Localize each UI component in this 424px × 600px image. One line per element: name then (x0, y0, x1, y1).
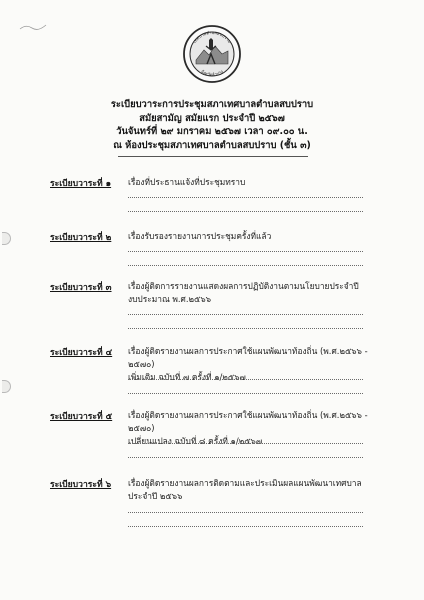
header-line-4: ณ ห้องประชุมสภาเทศบาลตำบลสบปราบ (ชั้น ๓) (113, 139, 311, 151)
agenda-label: ระเบียบวาระที่ ๖ (50, 480, 112, 490)
header-divider (118, 156, 308, 157)
seal-bottom-text: จังหวัดลำปาง (200, 68, 224, 78)
fill-line (128, 393, 363, 394)
agenda-title (128, 280, 368, 306)
punch-hole (2, 380, 11, 393)
fill-line (128, 211, 363, 212)
agenda-title-line: เรื่องผู้ติดการรายงานแสดงผลการปฏิบัติงานตามนโยบายประจำปี (128, 281, 359, 291)
header-line-1: ระเบียบวาระการประชุมสภาเทศบาลตำบลสบปราบ (110, 99, 314, 110)
fill-line (128, 443, 363, 444)
fill-line (128, 457, 363, 458)
header-line-2: สมัยสามัญ สมัยแรก ประจำปี ๒๕๖๗ (139, 112, 285, 124)
agenda-title-line: เพิ่มเติม ฉบับที่ ๗ ครั้งที่ ๑/๒๕๖๗ (128, 372, 246, 382)
agenda-title-line: เรื่องผู้ติดรายงานผลการประกาศใช้แผนพัฒนาท้องถิ่น (พ.ศ.๒๕๖๖ - ๒๕๗๐) (128, 346, 368, 369)
agenda-title-line: เปลี่ยนแปลง ฉบับที่ ๘ ครั้งที่ ๑/๒๕๖๗ (128, 436, 263, 446)
agenda-title-line: เรื่องผู้ติดรายงานผลการประกาศใช้แผนพัฒนาท้องถิ่น (พ.ศ.๒๕๖๖ - ๒๕๗๐) (128, 410, 368, 433)
agenda-title (128, 176, 368, 189)
fill-line (128, 265, 363, 266)
fill-line (128, 251, 363, 252)
agenda-title-line: งบประมาณ พ.ศ.๒๕๖๖ (128, 294, 212, 304)
pen-mark-icon (18, 22, 48, 32)
seal-top-text: เทศบาลตำบลสบปราบ (191, 29, 233, 44)
fill-line (128, 379, 363, 380)
fill-line (128, 314, 363, 315)
agenda-label: ระเบียบวาระที่ ๕ (50, 412, 113, 422)
municipal-seal-icon (182, 24, 242, 84)
agenda-label: ระเบียบวาระที่ ๑ (50, 179, 112, 189)
agenda-label: ระเบียบวาระที่ ๔ (50, 348, 113, 358)
agenda-label: ระเบียบวาระที่ ๒ (50, 233, 112, 243)
punch-hole (2, 232, 11, 245)
agenda-title-line: เรื่องที่ประธานแจ้งที่ประชุมทราบ (128, 177, 246, 187)
agenda-title (128, 230, 368, 243)
agenda-header (0, 98, 424, 152)
header-line-3: วันจันทร์ที่ ๒๙ มกราคม ๒๕๖๗ เวลา ๐๙.๐๐ น. (116, 126, 308, 138)
fill-line (128, 512, 363, 513)
agenda-label: ระเบียบวาระที่ ๓ (50, 283, 112, 293)
agenda-title-line: เรื่องรับรองรายงานการประชุมครั้งที่แล้ว (128, 231, 272, 241)
agenda-title-line: เรื่องผู้ติดรายงานผลการติดตามและประเมินผลแผนพัฒนาเทศบาล (128, 478, 362, 488)
fill-line (128, 197, 363, 198)
fill-line (128, 328, 363, 329)
agenda-title (128, 477, 368, 503)
agenda-title-line: ประจำปี ๒๕๖๖ (128, 491, 183, 501)
fill-line (128, 526, 363, 527)
